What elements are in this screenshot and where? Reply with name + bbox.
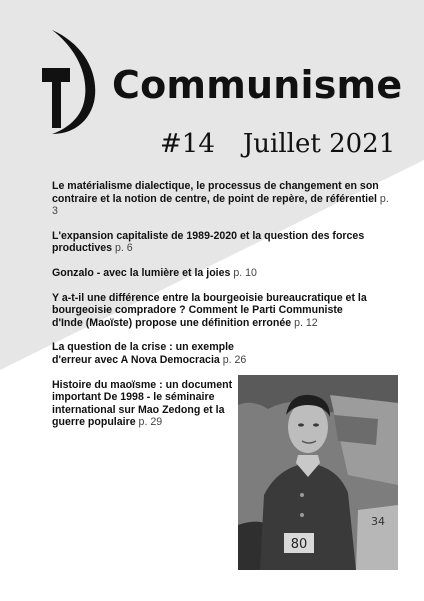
issue-line xyxy=(160,129,395,159)
toc-page: p. 29 xyxy=(138,416,163,429)
issue-number: #14 xyxy=(160,129,215,159)
toc-title: Gonzalo - avec la lumière et la joies xyxy=(52,266,231,279)
toc-item xyxy=(52,230,412,255)
toc-page: p. 10 xyxy=(233,266,257,279)
toc-title: Histoire du maoïsme : un document important De 1998 - le séminaire international sur Mao Zedong et la guerre populaire xyxy=(52,378,233,429)
portrait-photo xyxy=(238,375,398,570)
toc-item xyxy=(52,180,392,218)
toc-title: La question de la crise : un exemple d'erreur avec A Nova Democracia xyxy=(52,341,234,366)
toc-title: L'expansion capitaliste de 1989-2020 et la question des forces productives xyxy=(52,229,365,255)
photo-badge-label: 80 xyxy=(290,537,308,552)
toc-page: p. 26 xyxy=(222,353,247,366)
toc-page: p. 3 xyxy=(52,192,389,218)
toc-page: p. 12 xyxy=(294,316,318,329)
issue-date: Juillet 2021 xyxy=(242,129,396,159)
photo-wall-number: 34 xyxy=(371,515,385,528)
toc-item xyxy=(52,341,252,366)
portrait-photo-illustration xyxy=(238,375,398,570)
hammer-sickle-logo xyxy=(38,26,100,138)
toc-item xyxy=(52,292,370,330)
toc-item xyxy=(52,379,237,429)
toc-title: Le matérialisme dialectique, le processus de changement en son contraire et la notion de centre, de point de repère, de référentiel xyxy=(52,180,379,205)
toc-page: p. 6 xyxy=(115,242,133,255)
toc-item xyxy=(52,267,402,280)
magazine-title: Communisme xyxy=(112,63,403,107)
toc-title: Y a-t-il une différence entre la bourgeoisie bureaucratique et la bourgeoisie compradore ? Comment le Parti Communiste d'Inde (Maoïste) propose une définition erronée xyxy=(52,291,367,329)
